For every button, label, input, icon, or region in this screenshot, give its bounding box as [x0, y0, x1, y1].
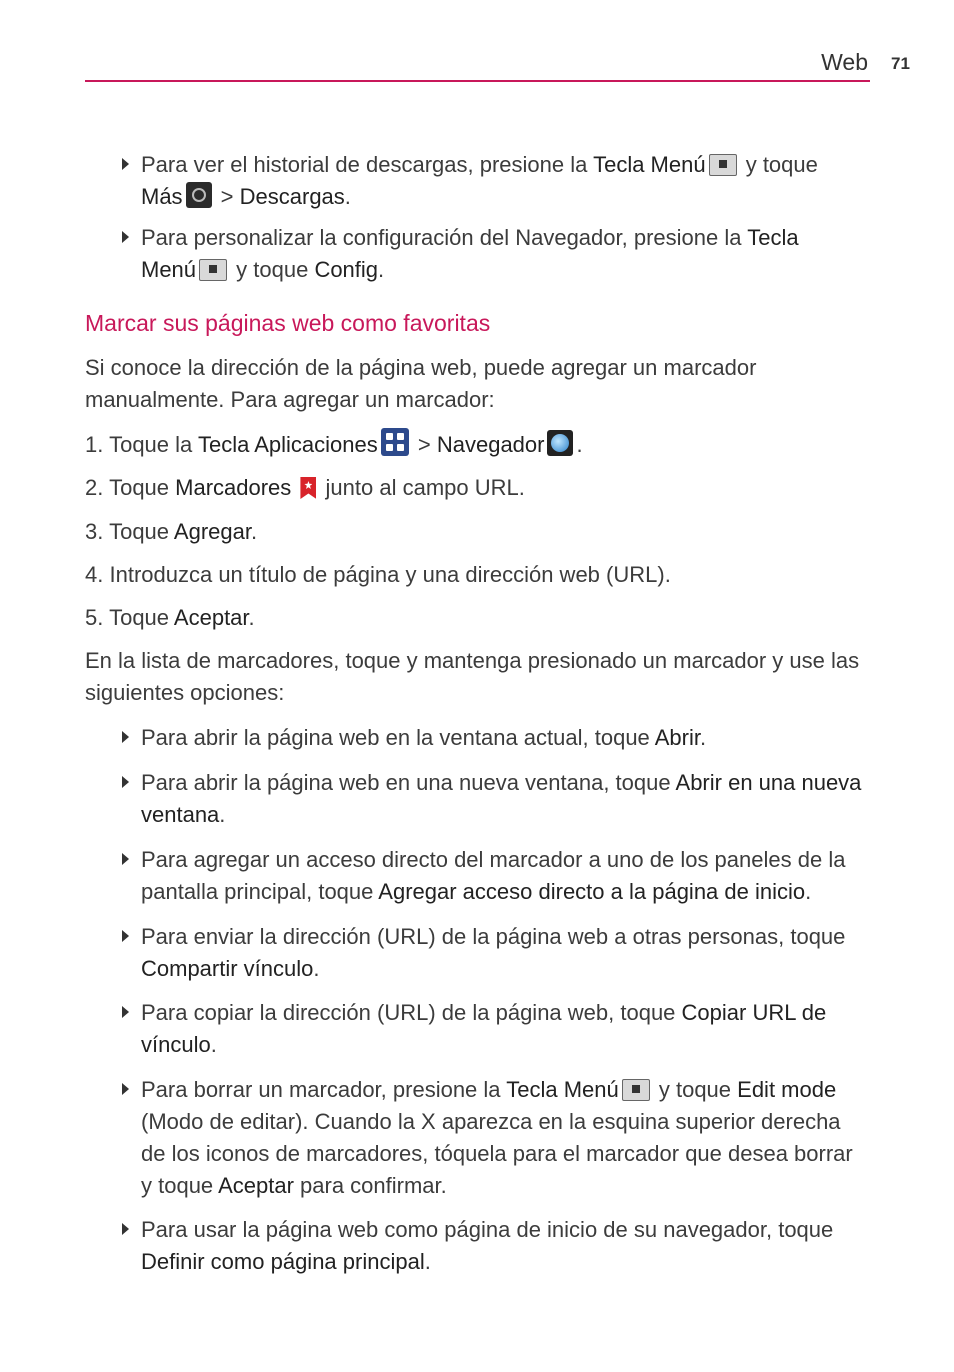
apps-icon — [381, 428, 409, 456]
more-icon — [186, 182, 212, 208]
downloads-label: Descargas — [239, 184, 345, 209]
bullet-arrow-icon — [122, 1083, 129, 1095]
bullet-downloads-history: Para ver el historial de descargas, presione la Tecla Menú y toque Más > Descargas. — [123, 149, 868, 213]
step-3: 3. Toque Agregar. — [85, 519, 258, 544]
more-label: Más — [141, 184, 183, 209]
bullet-browser-settings: Para personalizar la configuración del Navegador, presione la Tecla Menú y toque Config. — [123, 222, 868, 286]
step-5: 5. Toque Aceptar. — [85, 605, 255, 630]
config-label: Config — [314, 257, 379, 282]
option-set-homepage: Para usar la página web como página de inicio de su navegador, toque Definir como página principal. — [123, 1214, 868, 1278]
bookmark-icon — [300, 477, 316, 499]
section-title: Web — [821, 49, 868, 75]
step-2: 2. Toque Marcadores junto al campo URL. — [85, 475, 525, 500]
bullet-arrow-icon — [122, 930, 129, 942]
option-add-shortcut: Para agregar un acceso directo del marcador a uno de los paneles de la pantalla principal, toque Agregar acceso directo a la página de inicio. — [123, 844, 868, 908]
page-number: 71 — [891, 54, 910, 73]
browser-icon — [547, 430, 573, 456]
bullet-arrow-icon — [122, 1006, 129, 1018]
option-delete-bookmark: Para borrar un marcador, presione la Tecla Menú y toque Edit mode (Modo de editar). Cuando la X aparezca en la esquina superior derecha de los iconos de marcadores, tóquela para el marcador que desea borrar y toque Aceptar para confirmar. — [123, 1074, 868, 1202]
menu-key-icon — [199, 259, 227, 281]
step-1: 1. Toque la Tecla Aplicaciones > Navegador . — [85, 428, 870, 461]
option-copy-url: Para copiar la dirección (URL) de la página web, toque Copiar URL de vínculo. — [123, 997, 868, 1061]
menu-key-icon — [709, 154, 737, 176]
bullet-arrow-icon — [122, 1223, 129, 1235]
section-heading: Marcar sus páginas web como favoritas — [85, 310, 491, 336]
bullet-arrow-icon — [122, 231, 129, 243]
bullet-arrow-icon — [122, 776, 129, 788]
step-4: 4. Introduzca un título de página y una dirección web (URL). — [85, 562, 671, 587]
bullet-arrow-icon — [122, 731, 129, 743]
bullet-arrow-icon — [122, 158, 129, 170]
list-intro-paragraph: En la lista de marcadores, toque y mantenga presionado un marcador y use las siguientes opciones: — [85, 648, 860, 705]
option-share-link: Para enviar la dirección (URL) de la página web a otras personas, toque Compartir vínculo. — [123, 921, 868, 985]
menu-key-icon — [622, 1079, 650, 1101]
bullet-arrow-icon — [122, 853, 129, 865]
option-open-new-window: Para abrir la página web en una nueva ventana, toque Abrir en una nueva ventana. — [123, 767, 868, 831]
page-header — [85, 44, 910, 82]
option-open: Para abrir la página web en la ventana actual, toque Abrir. — [123, 722, 868, 754]
intro-paragraph: Si conoce la dirección de la página web, puede agregar un marcador manualmente. Para agregar un marcador: — [85, 355, 757, 412]
menu-key-label: Tecla Menú — [593, 152, 706, 177]
